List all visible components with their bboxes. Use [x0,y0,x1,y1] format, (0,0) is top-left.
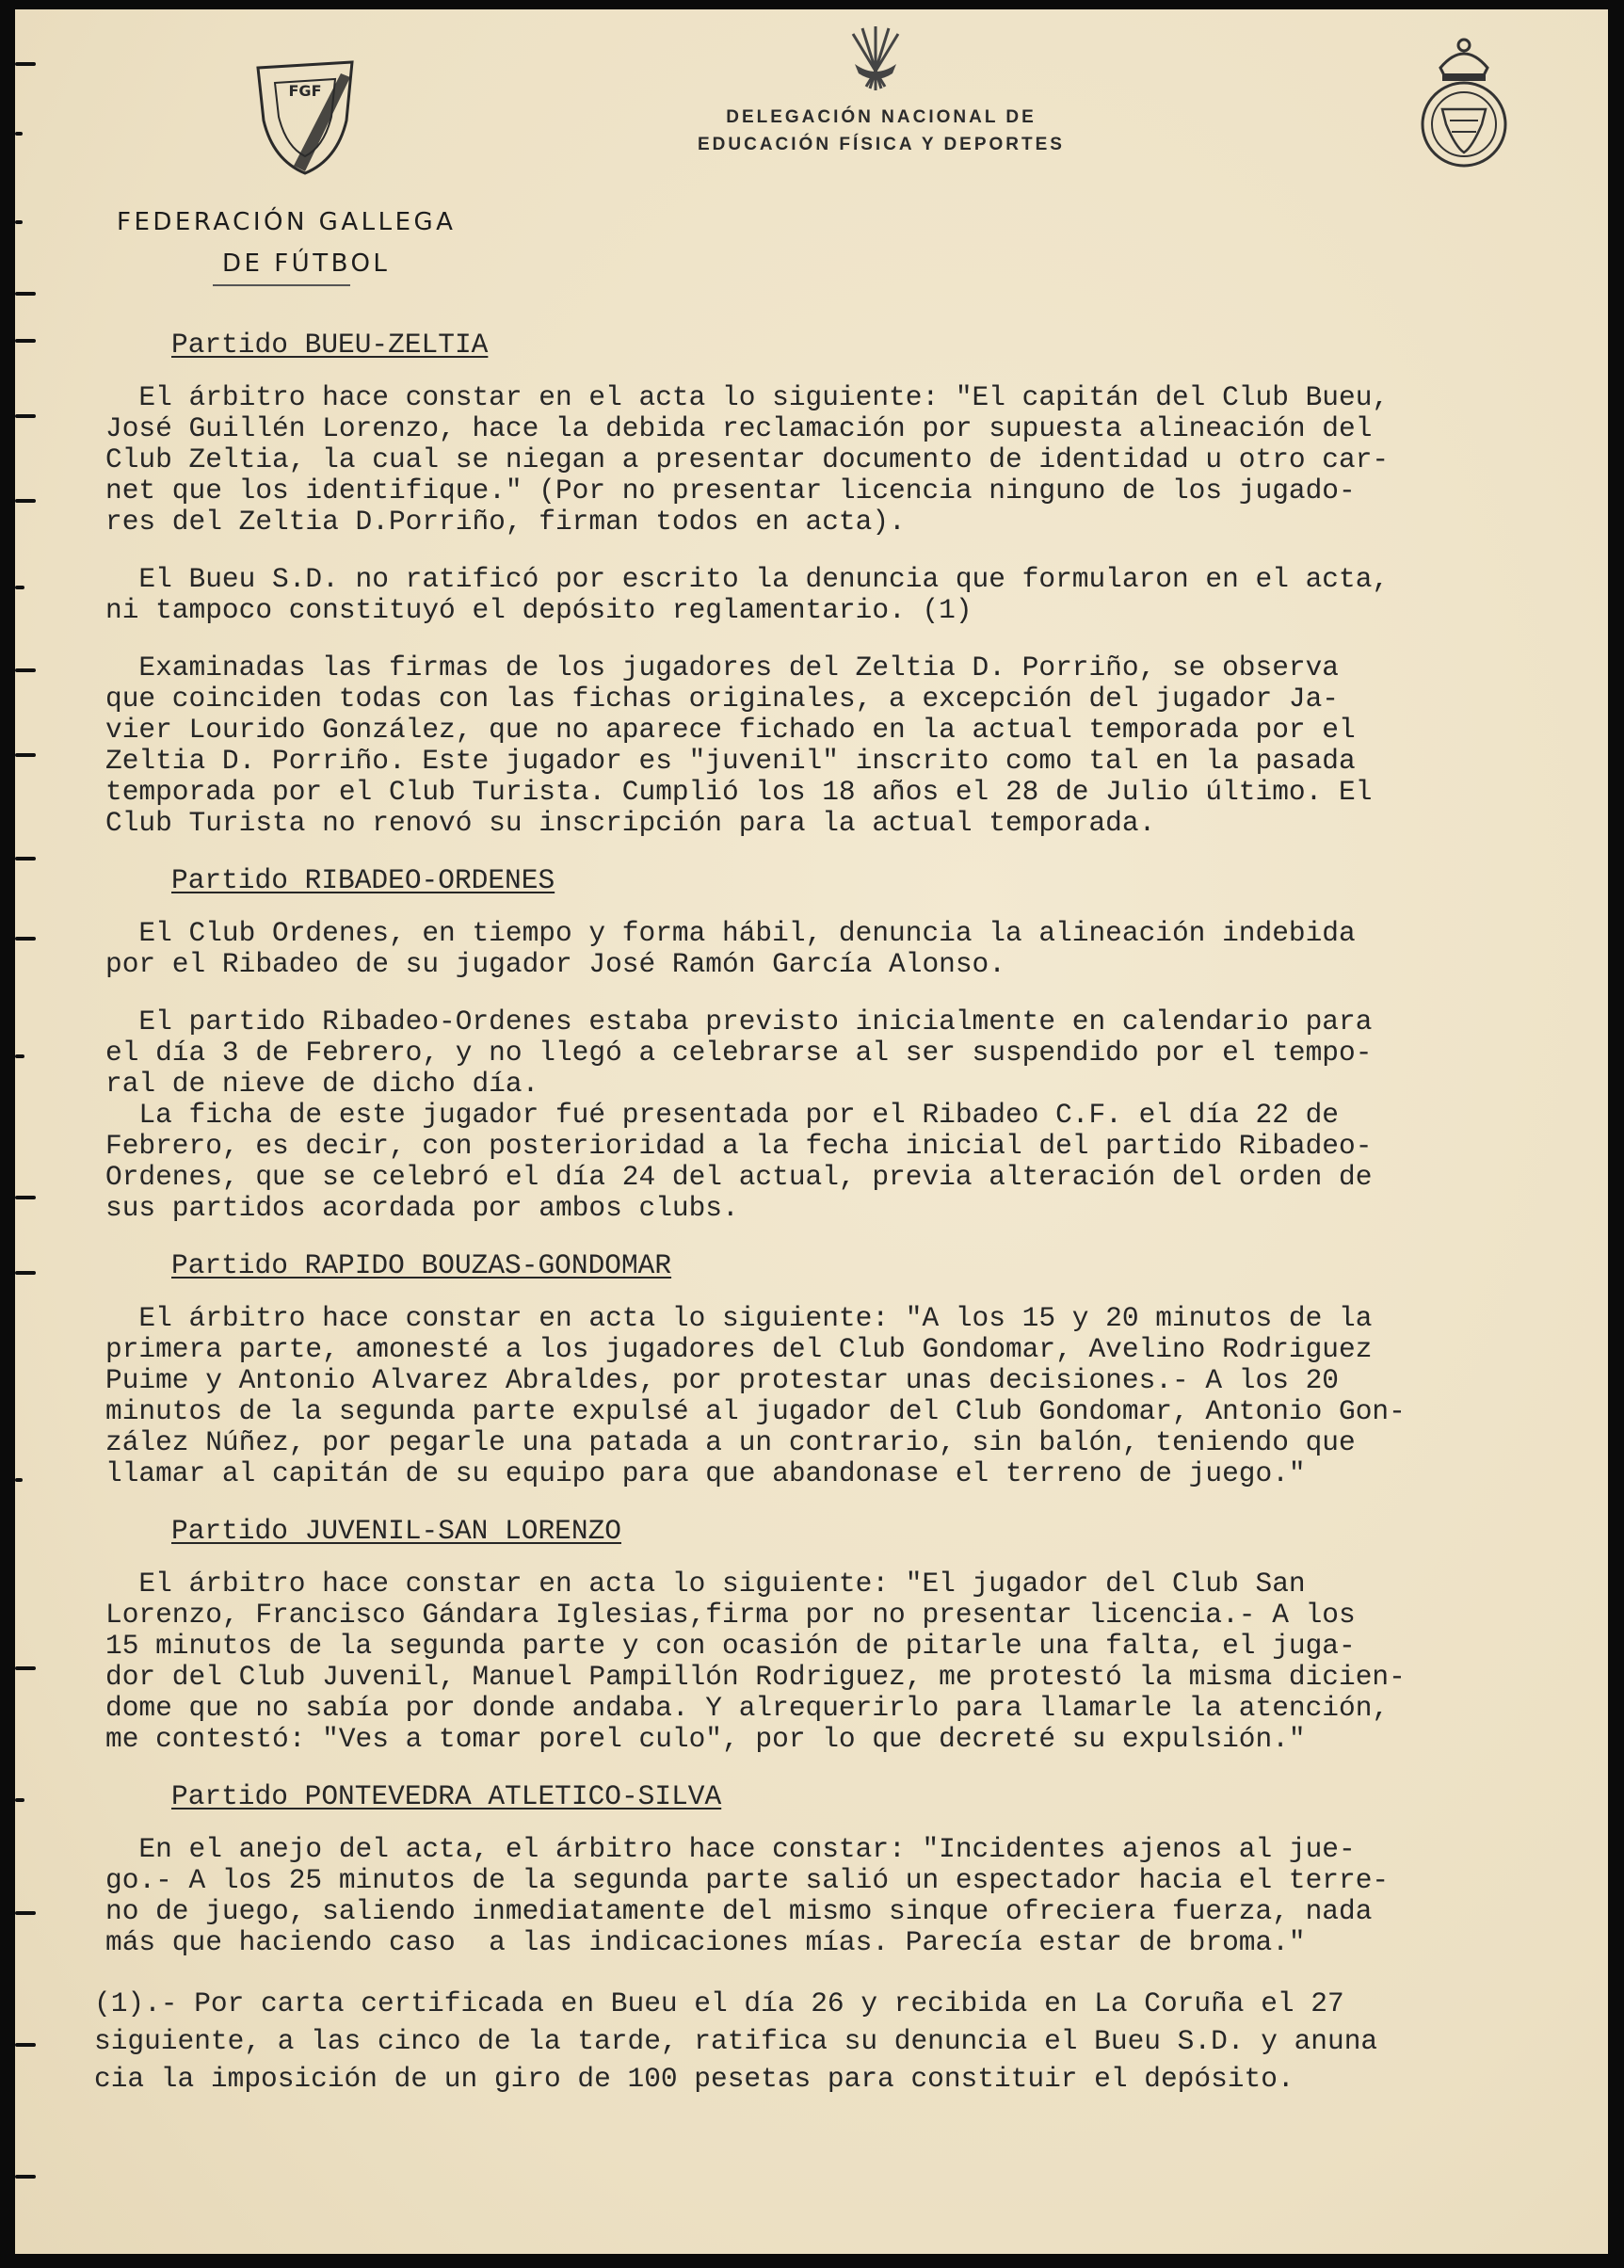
paragraph [105,918,1602,980]
text-line: minutos de la segunda parte expulsé al jugador del Club Gondomar, Antonio Gon- [105,1395,1406,1427]
text-line: que coinciden todas con las fichas originales, a excepción del jugador Ja- [105,683,1340,715]
text-line: Club Zeltia, la cual se niegan a presentar documento de identidad u otro car- [105,443,1390,475]
text-line: me contestó: "Ves a tomar porel culo", por lo que decreté su expulsión." [105,1723,1306,1755]
text-line: Febrero, es decir, con posterioridad a la fecha inicial del partido Ribadeo- [105,1130,1373,1162]
text-line: La ficha de este jugador fué presentada por el Ribadeo C.F. el día 22 de [105,1099,1340,1131]
text-line: por el Ribadeo de su jugador José Ramón García Alonso. [105,948,1005,980]
footnote-line: cia la imposición de un giro de 100 pesetas para constituir el depósito. [94,2063,1294,2095]
text-line: res del Zeltia D.Porriño, firman todos en acta). [105,506,906,538]
text-line: El árbitro hace constar en acta lo siguiente: "El jugador del Club San [105,1568,1306,1600]
text-line: llamar al capitán de su equipo para que abandonase el terreno de juego." [105,1457,1306,1489]
text-line: Examinadas las firmas de los jugadores del Zeltia D. Porriño, se observa [105,651,1340,684]
text-line: El Club Ordenes, en tiempo y forma hábil, denuncia la alineación indebida [105,917,1356,949]
text-line: En el anejo del acta, el árbitro hace constar: "Incidentes ajenos al jue- [105,1833,1356,1865]
document-body [94,329,1602,2098]
footnote [94,1985,1602,2098]
text-line: sus partidos acordada por ambos clubs. [105,1192,739,1224]
paragraph [105,382,1602,538]
federation-line-1: FEDERACIÓN GALLEGA [117,208,457,236]
text-line: dome que no sabía por donde andaba. Y alrequerirlo para llamarle la atención, [105,1692,1390,1724]
paragraph [105,1568,1602,1755]
paragraph [105,652,1602,839]
delegation-line-1: DELEGACIÓN NACIONAL DE [726,107,1037,127]
text-line: Ordenes, que se celebró el día 24 del actual, previa alteración del orden de [105,1161,1373,1193]
section-title: Partido JUVENIL-SAN LORENZO [171,1515,621,1547]
document-page [15,9,1608,2254]
federation-shield-logo [252,55,358,177]
delegation-heading [636,104,1126,158]
text-line: Club Turista no renovó su inscripción para la actual temporada. [105,807,1156,839]
text-line: El árbitro hace constar en el acta lo siguiente: "El capitán del Club Bueu, [105,381,1390,413]
binding-holes [15,9,43,2254]
svg-text:FGF: FGF [288,82,322,100]
paragraph [105,1303,1602,1489]
text-line: Lorenzo, Francisco Gándara Iglesias,firma por no presentar licencia.- A los [105,1599,1356,1631]
yoke-arrows-emblem [844,21,908,96]
text-line: El Bueu S.D. no ratificó por escrito la denuncia que formularon en el acta, [105,563,1390,595]
text-line: ral de nieve de dicho día. [105,1068,539,1100]
text-line: el día 3 de Febrero, y no llegó a celebrarse al ser suspendido por el tempo- [105,1037,1373,1069]
federation-underline [213,284,350,286]
text-line: temporada por el Club Turista. Cumplió los 18 años el 28 de Julio último. El [105,776,1373,808]
section-title: Partido RAPIDO BOUZAS-GONDOMAR [171,1249,672,1281]
footnote-line: (1).- Por carta certificada en Bueu el día 26 y recibida en La Coruña el 27 [94,1987,1344,2019]
footnote-line: siguiente, a las cinco de la tarde, ratifica su denuncia el Bueu S.D. y anuna [94,2025,1378,2057]
paragraph [105,1834,1602,1958]
section-title: Partido RIBADEO-ORDENES [171,864,555,896]
federation-heading [117,201,512,284]
text-line: José Guillén Lorenzo, hace la debida reclamación por supuesta alineación del [105,412,1373,444]
text-line: primera parte, amonesté a los jugadores del Club Gondomar, Avelino Rodriguez [105,1333,1373,1365]
text-line: vier Lourido González, que no aparece fichado en la actual temporada por el [105,714,1356,746]
text-line: zález Núñez, por pegarle una patada a un contrario, sin balón, teniendo que [105,1426,1356,1458]
text-line: dor del Club Juvenil, Manuel Pampillón Rodriguez, me protestó la misma dicien- [105,1661,1406,1693]
federation-line-2: DE FÚTBOL [222,249,391,278]
text-line: Zeltia D. Porriño. Este jugador es "juvenil" inscrito como tal en la pasada [105,745,1356,777]
section-title: Partido BUEU-ZELTIA [171,329,489,361]
text-line: más que haciendo caso a las indicaciones mías. Parecía estar de broma." [105,1926,1306,1958]
paragraph [105,1006,1602,1224]
text-line: El partido Ribadeo-Ordenes estaba previsto inicialmente en calendario para [105,1005,1373,1037]
text-line: net que los identifique." (Por no presentar licencia ninguno de los jugado- [105,475,1356,507]
text-line: Puime y Antonio Alvarez Abraldes, por protestar unas decisiones.- A los 20 [105,1364,1340,1396]
text-line: no de juego, saliendo inmediatamente del mismo sinque ofreciera fuerza, nada [105,1895,1373,1927]
text-line: go.- A los 25 minutos de la segunda parte salió un espectador hacia el terre- [105,1864,1390,1896]
text-line: El árbitro hace constar en acta lo siguiente: "A los 15 y 20 minutos de la [105,1302,1373,1334]
text-line: 15 minutos de la segunda parte y con ocasión de pitarle una falta, el juga- [105,1630,1356,1662]
crowned-crest-logo [1412,30,1516,171]
section-title: Partido PONTEVEDRA ATLETICO-SILVA [171,1780,722,1812]
text-line: ni tampoco constituyó el depósito reglamentario. (1) [105,594,973,626]
delegation-line-2: EDUCACIÓN FÍSICA Y DEPORTES [698,135,1065,154]
paragraph [105,564,1602,626]
